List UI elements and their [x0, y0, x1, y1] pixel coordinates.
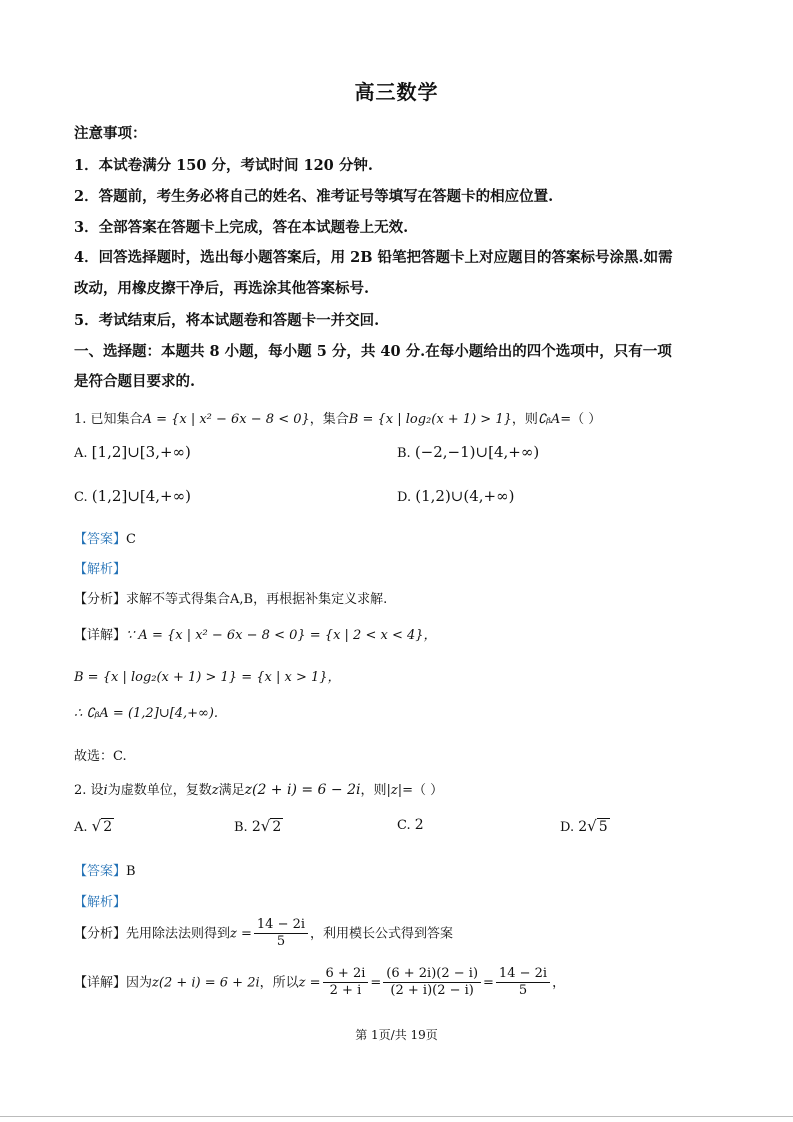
- page-divider: [0, 1116, 793, 1117]
- q2-option-a: [74, 817, 114, 835]
- fraction: [254, 917, 308, 951]
- option-coef: 2: [578, 819, 588, 835]
- q1-fenxi: [74, 588, 387, 607]
- option-label: C.: [397, 818, 411, 833]
- fraction-numerator: (6 + 2i)(2 − i): [383, 966, 481, 983]
- sqrt-icon: √: [91, 817, 102, 835]
- notice-item-4: 4．回答选择题时，选出每小题答案后，用 2B 铅笔把答题卡上对应题目的答案标号涂黑.如需: [74, 249, 673, 266]
- detail-tag: 【详解】: [74, 975, 127, 991]
- q1-option-d: [397, 487, 514, 505]
- question-1: [74, 408, 601, 427]
- option-value: 2: [414, 817, 424, 833]
- fenxi-text: ，利用模长公式得到答案: [310, 926, 454, 942]
- q1-option-b: [397, 443, 539, 461]
- q1-blank: =（ ）: [560, 412, 602, 427]
- q2-prefix: 2. 设: [74, 783, 104, 798]
- answer-tag: 【答案】: [74, 864, 127, 879]
- fraction-numerator: 14 − 2i: [254, 917, 308, 934]
- option-value: [1,2]∪[3,+∞): [91, 443, 191, 461]
- section-heading-line2: 是符合题目要求的.: [74, 373, 196, 390]
- sqrt-icon: √: [260, 817, 271, 835]
- equals-sign: =: [483, 975, 494, 991]
- q1-mid: ，集合: [309, 412, 349, 427]
- fraction-denominator: 2 + i: [329, 983, 362, 999]
- option-label: B.: [397, 446, 411, 461]
- detail-text: ，所以: [259, 975, 299, 991]
- notice-item-2: 2．答题前，考生务必将自己的姓名、准考证号等填写在答题卡的相应位置.: [74, 188, 554, 205]
- option-label: A.: [74, 446, 88, 461]
- q1-tail: ，则: [511, 412, 538, 427]
- fraction-denominator: (2 + i)(2 − i): [390, 983, 474, 999]
- option-value: (1,2)∪(4,+∞): [415, 487, 515, 505]
- notice-item-1: 1．本试卷满分 150 分，考试时间 120 分钟.: [74, 157, 373, 174]
- option-label: D.: [397, 490, 412, 505]
- option-value: (1,2]∪[4,+∞): [91, 487, 191, 505]
- q2-answer: [74, 860, 136, 879]
- notice-item-5: 5．考试结束后，将本试题卷和答题卡一并交回.: [74, 312, 380, 329]
- q1-complement: ∁ᵦA: [537, 412, 561, 427]
- q2-text: 满足: [218, 783, 245, 798]
- fenxi-tag: 【分析】: [74, 926, 127, 942]
- q1-set-b: B = {x | log₂(x + 1) > 1}: [348, 412, 512, 427]
- q2-abs-z: |z|: [386, 783, 403, 798]
- detail-text: 因为: [126, 975, 153, 991]
- notice-heading: 注意事项：: [74, 125, 147, 142]
- detail-text: ∵ A = {x | x² − 6x − 8 < 0} = {x | 2 < x < 4}，: [126, 628, 437, 643]
- q1-answer: [74, 528, 136, 547]
- option-label: B.: [234, 820, 248, 835]
- q1-set-a: A = {x | x² − 6x − 8 < 0}: [142, 412, 310, 427]
- notice-item-4-cont: 改动，用橡皮擦干净后，再选涂其他答案标号.: [74, 280, 370, 297]
- page-footer: 第 1页/共 19页: [355, 1028, 438, 1042]
- q2-option-c: [397, 817, 424, 833]
- fenxi-tag: 【分析】: [74, 592, 127, 607]
- fraction: [323, 966, 369, 1000]
- equals-sign: =: [370, 975, 382, 991]
- q1-analysis-tag: 【解析】: [74, 562, 127, 577]
- q1-detail-2: B = {x | log₂(x + 1) > 1} = {x | x > 1}，: [74, 670, 341, 685]
- page-title: 高三数学: [354, 80, 439, 104]
- option-value: (−2,−1)∪[4,+∞): [414, 443, 540, 461]
- option-coef: 2: [251, 819, 261, 835]
- q1-detail-1: [74, 624, 437, 643]
- answer-tag: 【答案】: [74, 532, 127, 547]
- q1-detail-3: ∴ ∁ᵦA = (1,2]∪[4,+∞).: [74, 706, 219, 721]
- detail-tag: 【详解】: [74, 628, 127, 643]
- fenxi-z: z =: [230, 926, 252, 942]
- q1-prefix: 1. 已知集合: [74, 412, 143, 427]
- sqrt-icon: √: [587, 817, 597, 835]
- answer-value: B: [126, 864, 136, 879]
- option-radicand: 2: [272, 819, 282, 835]
- answer-value: C: [126, 532, 136, 547]
- option-label: D.: [560, 820, 575, 835]
- q2-text: 为虚数单位，复数: [107, 783, 212, 798]
- option-radicand: 5: [598, 819, 608, 835]
- option-label: C.: [74, 490, 88, 505]
- q2-analysis-tag: 【解析】: [74, 895, 127, 910]
- q1-conclusion: 故选：C.: [74, 749, 127, 764]
- fraction: [496, 966, 550, 1000]
- q2-option-d: [560, 817, 610, 835]
- detail-text: ，: [552, 975, 566, 991]
- fraction-denominator: 5: [518, 983, 528, 999]
- q1-option-c: [74, 487, 191, 505]
- detail-equation: z(2 + i) = 6 + 2i: [152, 975, 260, 991]
- option-radicand: 2: [103, 819, 113, 835]
- fraction-numerator: 6 + 2i: [323, 966, 369, 983]
- q2-z: z: [211, 783, 219, 798]
- fenxi-text: 先用除法法则得到: [126, 926, 231, 942]
- option-label: A.: [74, 820, 88, 835]
- fenxi-text: 求解不等式得集合A,B，再根据补集定义求解.: [126, 592, 388, 607]
- q2-text: ，则: [360, 783, 387, 798]
- q1-option-a: [74, 443, 191, 461]
- fraction: [383, 966, 481, 1000]
- question-2: [74, 779, 443, 798]
- section-heading-line1: 一、选择题：本题共 8 小题，每小题 5 分，共 40 分.在每小题给出的四个选项中，只有一项: [74, 343, 672, 360]
- fraction-denominator: 5: [276, 934, 286, 950]
- q2-option-b: [234, 817, 283, 835]
- detail-z: z =: [298, 975, 321, 991]
- q2-detail: [74, 966, 565, 1000]
- notice-item-3: 3．全部答案在答题卡上完成，答在本试题卷上无效.: [74, 219, 409, 236]
- q2-blank: =（ ）: [402, 783, 444, 798]
- q2-imag-unit: i: [103, 783, 108, 798]
- fraction-numerator: 14 − 2i: [496, 966, 550, 983]
- q2-fenxi: [74, 917, 453, 951]
- q2-equation: z(2 + i) = 6 − 2i: [244, 782, 361, 798]
